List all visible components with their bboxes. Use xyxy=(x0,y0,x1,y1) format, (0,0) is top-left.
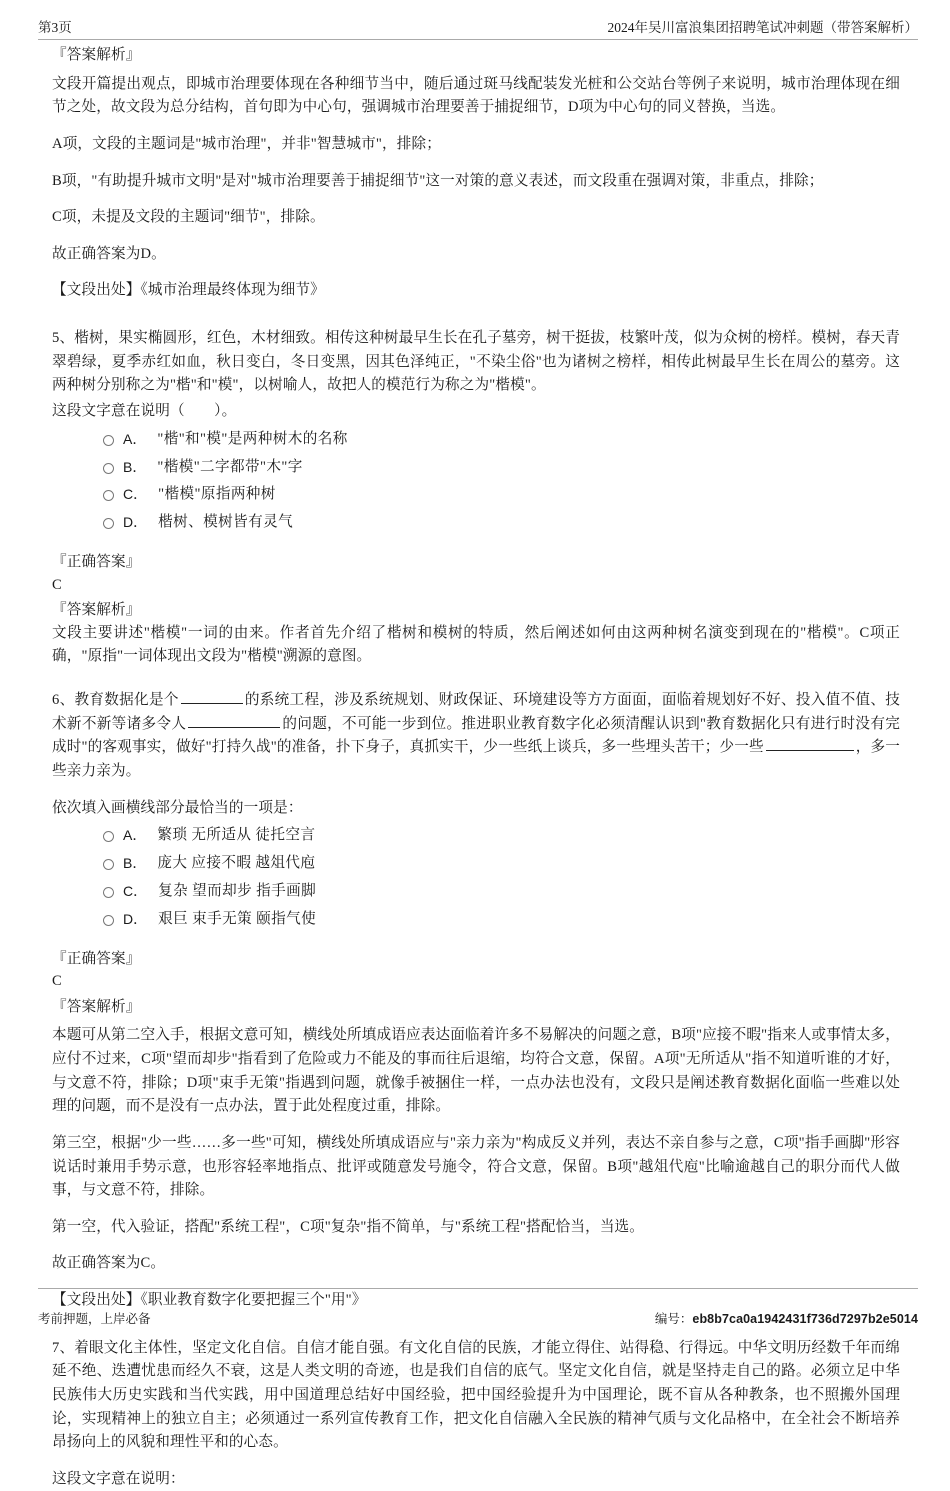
question-6-analysis-label: 『答案解析』 xyxy=(52,998,141,1015)
radio-button-icon[interactable] xyxy=(103,915,114,926)
question-5-analysis-label: 『答案解析』 xyxy=(52,602,141,619)
question-5-correct-answer-value: C xyxy=(52,576,62,593)
option-key: D． xyxy=(123,514,148,531)
radio-button-icon[interactable] xyxy=(103,463,114,474)
option-text: 繁琐 无所适从 徒托空言 xyxy=(157,827,316,844)
option-key: C． xyxy=(123,486,148,503)
option-key: A． xyxy=(123,827,147,844)
option-key: B． xyxy=(123,458,147,475)
radio-button-icon[interactable] xyxy=(103,490,114,501)
option-row[interactable] xyxy=(52,512,900,534)
option-text: "楷模"原指两种树 xyxy=(158,486,276,503)
option-key: D． xyxy=(123,910,148,927)
q4-analysis-heading: 『答案解析』 xyxy=(52,47,141,63)
page-header xyxy=(38,10,918,40)
option-row[interactable] xyxy=(52,909,900,931)
question-6-stem-part-1: 6、教育数据化是个 xyxy=(52,692,179,709)
question-5-correct-answer-label: 『正确答案』 xyxy=(52,554,141,571)
question-6-options xyxy=(52,825,900,931)
question-6-correct-answer-value: C xyxy=(52,973,62,990)
fill-blank-2 xyxy=(188,713,280,728)
question-5-analysis-text: 文段主要讲述"楷模"一词的由来。作者首先介绍了楷树和模树的特质，然后阐述如何由这两种树名演变到现在的"楷模"。C项正确，"原指"一词体现出文段为"楷模"溯源的意图。 xyxy=(52,624,900,665)
question-6-stem-part-2: 的系统工程，涉及系统规划、财政保证、环境建设等方方面面，面临着规划好不好、投入值不值、技术新不新等诸多令人 xyxy=(52,692,900,732)
q4-analysis-paragraph-4: C项，未提及文段的主题词"细节"，排除。 xyxy=(52,209,325,226)
radio-button-icon[interactable] xyxy=(103,518,114,529)
question-6-stem-part-3: 的问题，不可能一步到位。推进职业教育数字化必须清醒认识到"教育数据化只有进行时没有完成时"的客观事实，做好"打持久战"的准备，扑下身子，真抓实干，少一些纸上谈兵，多一些埋头苦干；少一些 xyxy=(52,715,900,756)
radio-button-icon[interactable] xyxy=(103,887,114,898)
document-title: 2024年吴川富浪集团招聘笔试冲刺题（带答案解析） xyxy=(607,20,918,36)
footer-code-group xyxy=(655,1309,918,1327)
question-6-analysis-paragraph-3: 第一空，代入验证，搭配"系统工程"，C项"复杂"指不简单，与"系统工程"搭配恰当，当选。 xyxy=(52,1218,645,1235)
document-body xyxy=(52,44,900,1491)
option-row[interactable] xyxy=(52,853,900,875)
question-6-analysis-paragraph-1: 本题可从第二空入手，根据文意可知，横线处所填成语应表达面临着许多不易解决的问题之意，B项"应接不暇"指来人或事情太多，应付不过来，C项"望而却步"指看到了危险或力不能及的事而往后退缩，均符合文意，保留。A项"无所适从"指不知道听谁的才好，与文意不符，排除；D项"束手无策"指遇到问题，就像手被捆住一样，一点办法也没有，文段只是阐述教育数据化面临一些难以处理的问题，而不是没有一点办法，置于此处程度过重，排除。 xyxy=(52,1027,900,1115)
radio-button-icon[interactable] xyxy=(103,859,114,870)
option-text: 楷树、模树皆有灵气 xyxy=(158,514,294,531)
fill-blank-1 xyxy=(181,689,243,704)
option-row[interactable] xyxy=(52,484,900,506)
page-footer xyxy=(38,1288,918,1327)
option-key: B． xyxy=(123,855,147,872)
question-7-stem: 7、着眼文化主体性，坚定文化自信。自信才能自强。有文化自信的民族，才能立得住、站得稳、行得远。中华文明历经数千年而绵延不绝、迭遭忧患而经久不衰，这是人类文明的奇迹，也是我们自信的底气。坚定文化自信，就是坚持走自己的路。必须立足中华民族伟大历史实践和当代实践，用中国道理总结好中国经验，把中国经验提升为中国理论，既不盲从各种教条，也不照搬外国理论，实现精神上的独立自主；必须通过一系列宣传教育工作，把文化自信融入全民族的精神气质与文化品格中，在全社会不断培养昂扬向上的风貌和理性平和的心态。 xyxy=(52,1339,900,1451)
radio-button-icon[interactable] xyxy=(103,831,114,842)
option-key: A． xyxy=(123,430,147,447)
q4-analysis-conclusion: 故正确答案为D。 xyxy=(52,245,166,262)
option-row[interactable] xyxy=(52,825,900,847)
question-5-options xyxy=(52,429,900,535)
option-row[interactable] xyxy=(52,429,900,451)
option-row[interactable] xyxy=(52,457,900,479)
option-text: 艰巨 束手无策 颐指气使 xyxy=(158,910,317,927)
radio-button-icon[interactable] xyxy=(103,435,114,446)
question-6-stem-part-4: ，多一些亲力亲为。 xyxy=(52,739,900,779)
question-7-prompt: 这段文字意在说明： xyxy=(52,1470,185,1487)
footer-slogan: 考前押题，上岸必备 xyxy=(38,1312,151,1326)
footer-code-label: 编号： xyxy=(654,1312,693,1326)
question-6-analysis-paragraph-2: 第三空，根据"少一些……多一些"可知，横线处所填成语应与"亲力亲为"构成反义并列，表达不亲自参与之意，C项"指手画脚"形容说话时兼用手势示意，也形容轻率地指点、批评或随意发号施令，符合文意，保留。B项"越俎代庖"比喻逾越自己的职分而代人做事，与文意不符，排除。 xyxy=(52,1134,900,1199)
fill-blank-3 xyxy=(766,736,854,751)
footer-code-value: eb8b7ca0a1942431f736d7297b2e5014 xyxy=(692,1312,918,1326)
option-row[interactable] xyxy=(52,881,900,903)
option-text: 复杂 望而却步 指手画脚 xyxy=(158,882,317,899)
q4-analysis-paragraph-1: 文段开篇提出观点，即城市治理要体现在各种细节当中，随后通过斑马线配装发光桩和公交站台等例子来说明，城市治理体现在细节之处，故文段为总分结构，首句即为中心句，强调城市治理要善于捕捉细节，D项为中心句的同义替换，当选。 xyxy=(52,75,900,116)
question-6-stem xyxy=(52,689,900,784)
q4-analysis-paragraph-2: A项，文段的主题词是"城市治理"，并非"智慧城市"，排除； xyxy=(52,135,441,152)
question-6-prompt: 依次填入画横线部分最恰当的一项是： xyxy=(52,799,303,816)
page-number-label: 第3页 xyxy=(38,20,72,36)
option-text: "楷"和"模"是两种树木的名称 xyxy=(157,430,348,447)
question-5-prompt: 这段文字意在说明（ ）。 xyxy=(52,403,237,420)
option-text: 庞大 应接不暇 越俎代庖 xyxy=(157,855,316,872)
q4-source-line: 【文段出处】《城市治理最终体现为细节》 xyxy=(52,282,325,299)
option-key: C． xyxy=(123,882,148,899)
option-text: "楷模"二字都带"木"字 xyxy=(157,458,303,475)
q4-analysis-paragraph-3: B项，"有助提升城市文明"是对"城市治理要善于捕捉细节"这一对策的意义表述，而文段重在强调对策，非重点，排除； xyxy=(52,172,824,189)
question-6-analysis-conclusion: 故正确答案为C。 xyxy=(52,1255,166,1272)
question-6-source-line: 【文段出处】《职业教育数字化要把握三个"用"》 xyxy=(52,1292,367,1309)
question-5-stem: 5、楷树，果实椭圆形，红色，木材细致。相传这种树最早生长在孔子墓旁，树干挺拔，枝繁叶茂，似为众树的榜样。模树，春天青翠碧绿，夏季赤红如血，秋日变白，冬日变黑，因其色泽纯正，"不染尘俗"也为诸树之榜样，相传此树最早生长在周公的墓旁。这两种树分别称之为"楷"和"模"，以树喻人，故把人的模范行为称之为"楷模"。 xyxy=(52,330,900,394)
question-6-correct-answer-label: 『正确答案』 xyxy=(52,950,141,967)
